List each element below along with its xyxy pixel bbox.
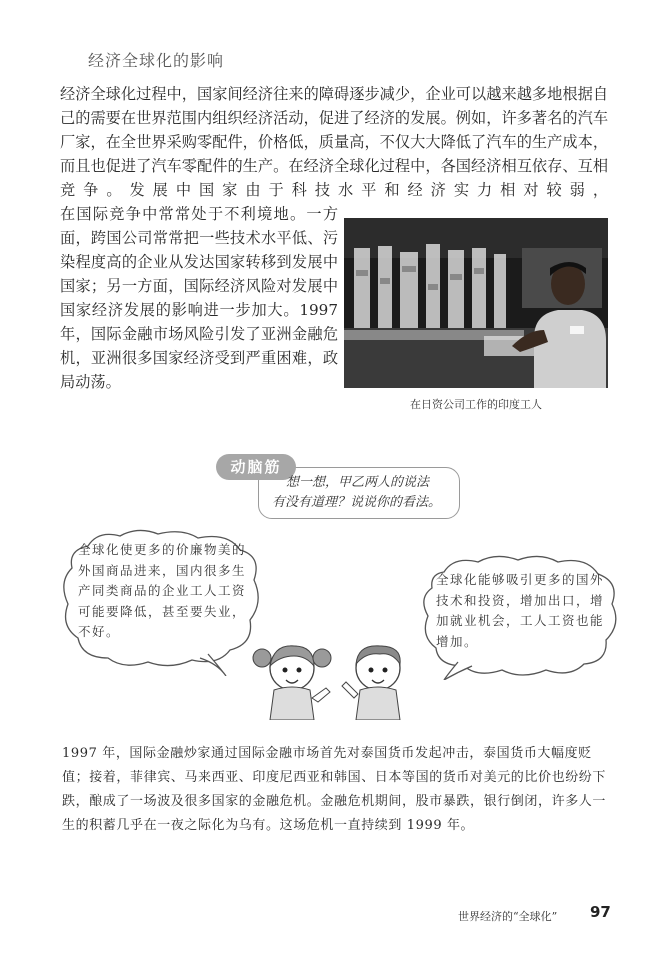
reading-paragraph: 1997 年，国际金融炒家通过国际金融市场首先对泰国货币发起冲击，泰国货币大幅度贬值；接着，菲律宾、马来西亚、印度尼西亚和韩国、日本等国的货币对美元的比价也纷纷下跌，酿成了一场波及很多国家的金融危机。金融危机期间，股市暴跌，银行倒闭，许多人一生的积蓄几乎在一夜之际化为乌有。这场危机一直持续到 1999 年。 bbox=[62, 746, 607, 833]
cartoon-children-illustration bbox=[248, 640, 428, 720]
brain-teaser-badge: 动脑筋 bbox=[216, 454, 296, 480]
page-number: 97 bbox=[590, 903, 611, 921]
right-bubble-text: 全球化能够吸引更多的国外技术和投资，增加出口，增加就业机会，工人工资也能增加。 bbox=[436, 572, 605, 649]
photo-caption: 在日资公司工作的印度工人 bbox=[410, 398, 542, 411]
left-bubble-text: 全球化使更多的价廉物美的外国商品进来，国内很多生产同类商品的企业工人工资可能要降低，甚至要失业，不好。 bbox=[78, 542, 247, 639]
chapter-title: 世界经济的“全球化” bbox=[458, 910, 558, 923]
girl-character bbox=[253, 646, 331, 720]
main-paragraph-2: 在国际竞争中常常处于不利境地。一方面，跨国公司常常把一些技术水平低、污染程度高的企业从发达国家转移到发展中国家；另一方面，国际经济风险对发展中国家经济发展的影响进一步加大。1997 年，国际金融市场风险引发了亚洲金融危机，亚洲很多国家经济受到严重困难，政局动荡。 bbox=[60, 205, 338, 391]
section-title: 经济全球化的影响 bbox=[88, 51, 225, 70]
question-line-1: 想一想，甲乙两人的说法 bbox=[286, 475, 430, 490]
boy-character bbox=[342, 646, 400, 720]
factory-worker-photo bbox=[344, 218, 608, 388]
question-text bbox=[272, 473, 462, 513]
main-paragraph-1: 经济全球化过程中，国家间经济往来的障碍逐步减少，企业可以越来越多地根据自己的需要在世界范围内组织经济活动，促进了经济的发展。例如，许多著名的汽车厂家，在全世界采购零配件，价格低，质量高，不仅大大降低了汽车的生产成本，而且也促进了汽车零配件的生产。在经济全球化过程中，各国经济相互依存、互相竞争。发展中国家由于科技水平和经济实力相对较弱， bbox=[60, 85, 608, 199]
photo-illustration bbox=[344, 218, 608, 388]
question-line-2: 有没有道理？说说你的看法。 bbox=[272, 495, 442, 510]
